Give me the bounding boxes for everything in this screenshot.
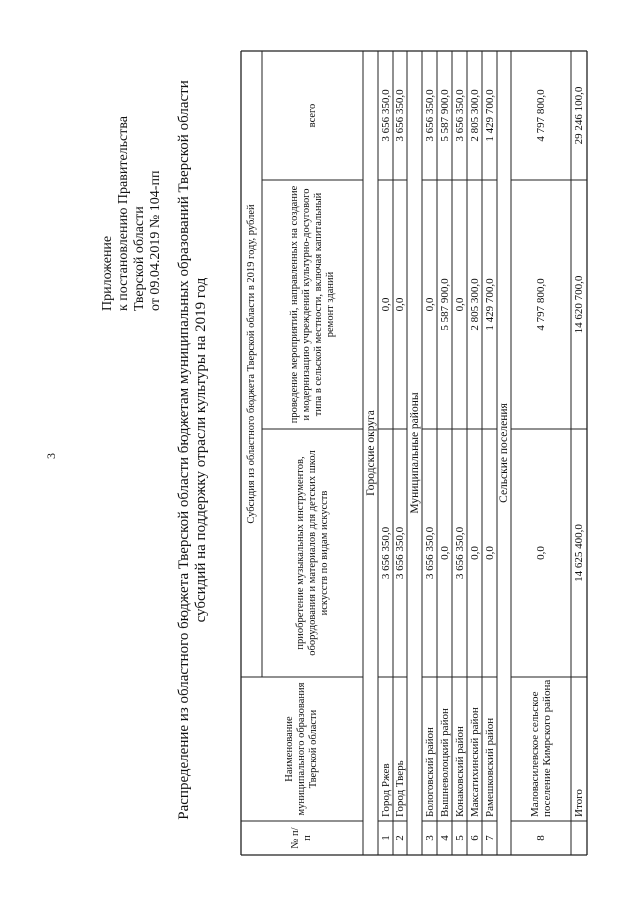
amount-instruments: 0,0 <box>468 546 481 560</box>
amount-instruments: 0,0 <box>483 546 496 560</box>
municipality-name: Конаковский район <box>453 726 466 817</box>
total-all: 29 246 100,0 <box>573 86 585 145</box>
amount-total: 1 429 700,0 <box>483 89 496 142</box>
amount-culture-facilities: 5 587 900,0 <box>438 278 451 331</box>
header-number: № п/п <box>290 827 313 849</box>
amount-total: 2 805 300,0 <box>468 89 481 142</box>
appendix-line: Тверской области <box>132 206 147 311</box>
header-col-culture-facilities: проведение мероприятий, направленных на создание и модернизацию учреждений культурно-досугового типа в сельской местности, включая капитальный ремонт зданий <box>288 185 336 424</box>
amount-culture-facilities: 0,0 <box>394 297 406 312</box>
amount-total: 3 656 350,0 <box>379 89 392 142</box>
amount-culture-facilities: 0,0 <box>379 297 392 312</box>
amount-instruments: 0,0 <box>535 546 547 560</box>
total-label: Итого <box>573 789 585 817</box>
appendix-line: к постановлению Правительства <box>116 115 131 311</box>
appendix-line: Приложение <box>100 235 115 311</box>
amount-culture-facilities: 0,0 <box>423 297 436 312</box>
section-heading: Сельские поселения <box>498 403 510 503</box>
row-number: 8 <box>535 835 547 841</box>
amount-culture-facilities: 4 797 800,0 <box>535 278 547 331</box>
municipality-name: Рамешковский район <box>483 717 496 817</box>
total-culture-facilities: 14 620 700,0 <box>573 275 585 334</box>
section-heading: Муниципальные районы <box>408 392 421 514</box>
amount-total: 3 656 350,0 <box>453 89 466 142</box>
amount-instruments: 3 656 350,0 <box>394 526 406 580</box>
title-line: Распределение из областного бюджета Тверской области бюджетам муниципальных образований Тверской области <box>176 80 192 820</box>
row-number: 6 <box>468 835 481 841</box>
amount-total: 3 656 350,0 <box>394 89 406 142</box>
amount-total: 4 797 800,0 <box>535 89 547 142</box>
row-number: 7 <box>483 835 496 841</box>
section-heading: Городские округа <box>364 410 377 496</box>
page-number: 3 <box>44 453 58 459</box>
municipality-name: Бологовский район <box>423 727 436 817</box>
municipality-name: Город Ржев <box>379 763 392 817</box>
amount-instruments: 3 656 350,0 <box>453 526 466 580</box>
amount-total: 5 587 900,0 <box>438 89 451 142</box>
amount-culture-facilities: 2 805 300,0 <box>468 278 481 331</box>
row-number: 4 <box>438 835 451 841</box>
amount-culture-facilities: 1 429 700,0 <box>483 278 496 331</box>
title-line: субсидий на поддержку отрасли культуры на 2019 год <box>193 277 209 623</box>
row-number: 3 <box>423 835 436 841</box>
amount-instruments: 3 656 350,0 <box>423 526 436 580</box>
amount-instruments: 3 656 350,0 <box>379 526 392 580</box>
header-col-total: всего <box>306 103 318 128</box>
amount-culture-facilities: 0,0 <box>453 297 466 312</box>
municipality-name: Маловасилевское сельское поселение Кимрского района <box>529 679 553 817</box>
row-number: 5 <box>453 835 466 841</box>
row-number: 2 <box>394 835 406 841</box>
amount-total: 3 656 350,0 <box>423 89 436 142</box>
municipality-name: Максатихинский район <box>468 707 481 817</box>
municipality-name: Вышневолоцкий район <box>438 708 451 817</box>
total-instruments: 14 625 400,0 <box>573 524 585 582</box>
header-subsidy-group: Субсидия из областного бюджета Тверской области в 2019 году, рублей <box>245 204 257 524</box>
appendix-line: от 09.04.2019 № 104-пп <box>148 170 163 311</box>
header-col-instruments: приобретение музыкальных инструментов, оборудования и материалов для детских школ искусств по видам искусств <box>294 450 330 656</box>
header-name: Наименование муниципального образования Тверской области <box>284 682 319 816</box>
municipality-name: Город Тверь <box>394 760 406 817</box>
amount-instruments: 0,0 <box>438 546 451 560</box>
row-number: 1 <box>379 835 392 841</box>
